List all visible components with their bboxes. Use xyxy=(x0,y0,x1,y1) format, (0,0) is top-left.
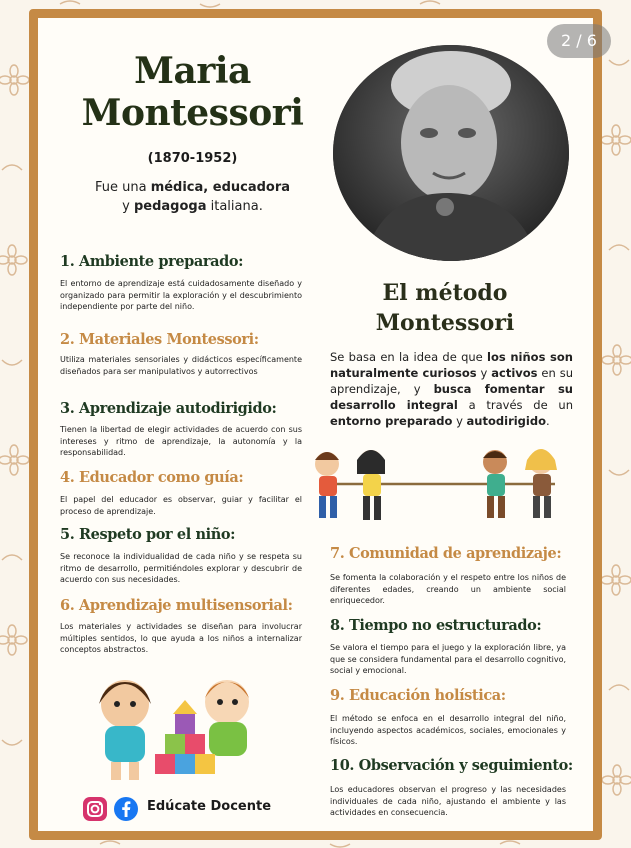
page-counter-badge: 2 / 6 xyxy=(547,24,611,58)
section-heading-3: 3. Aprendizaje autodirigido: xyxy=(60,400,277,417)
section-heading-6: 6. Aprendizaje multisensorial: xyxy=(60,597,293,614)
title-line-2: Montessori xyxy=(81,92,304,134)
section-text-2: Utiliza materiales sensoriales y didácticos específicamente diseñados para ser manipulativos y autorrectivos xyxy=(60,355,302,376)
section-heading-4: 4. Educador como guía: xyxy=(60,469,244,486)
instagram-icon[interactable] xyxy=(82,796,108,822)
brand-name: Edúcate Docente xyxy=(147,799,272,814)
method-text-bold: activos xyxy=(491,366,538,380)
page-title xyxy=(60,50,325,134)
kids-with-blocks-illustration xyxy=(85,668,265,786)
section-text-3: Tienen la libertad de elegir actividades de acuerdo con sus intereses y ritmo de aprendizaje, la autonomía y la responsabilidad. xyxy=(60,425,302,457)
method-text-part: . xyxy=(546,414,550,428)
method-text-bold: busca fomentar su desarrollo integral xyxy=(330,382,573,412)
method-text-part: Se basa en la idea de que xyxy=(330,350,488,364)
intro-bold: pedagoga xyxy=(133,199,207,214)
method-text-part: y xyxy=(452,414,467,428)
section-text-1: El entorno de aprendizaje está cuidadosamente diseñado y organizado para permitir la exploración y el descubrimiento independiente por parte del niño. xyxy=(60,279,302,311)
intro-bold: médica, educadora xyxy=(150,180,291,195)
method-title-line-1: El método xyxy=(382,280,508,306)
section-heading-5: 5. Respeto por el niño: xyxy=(60,526,236,543)
method-text-bold: los niños son naturalmente curiosos xyxy=(330,350,573,380)
section-text-8: Se valora el tiempo para el juego y la exploración libre, ya que se considera fundamental para el desarrollo cognitivo, social y emocional. xyxy=(330,643,566,675)
intro-text xyxy=(60,178,325,216)
section-heading-9: 9. Educación holística: xyxy=(330,687,506,704)
method-title xyxy=(340,278,550,338)
kids-tug-of-war-illustration xyxy=(305,438,577,530)
portrait-photo xyxy=(333,45,569,261)
section-heading-2: 2. Materiales Montessori: xyxy=(60,331,259,348)
section-text-4: El papel del educador es observar, guiar y facilitar el proceso de aprendizaje. xyxy=(60,495,302,516)
boy-figure xyxy=(205,680,249,756)
section-heading-7: 7. Comunidad de aprendizaje: xyxy=(330,545,562,562)
intro-part: Fue una xyxy=(94,180,151,195)
section-text-6: Los materiales y actividades se diseñan para involucrar múltiples sentidos, lo que ayuda a los niños a internalizar conceptos abstractos. xyxy=(60,622,302,654)
section-heading-8: 8. Tiempo no estructurado: xyxy=(330,617,542,634)
method-title-line-2: Montessori xyxy=(375,310,515,336)
title-line-1: Maria xyxy=(134,50,251,92)
kid-1 xyxy=(315,452,339,518)
section-heading-10: 10. Observación y seguimiento: xyxy=(330,757,573,774)
method-text-part: y xyxy=(476,366,492,380)
method-text-part: a través de un xyxy=(457,398,574,412)
life-years: (1870-1952) xyxy=(147,151,238,166)
method-text-bold: autodirigido xyxy=(466,414,546,428)
girl-figure xyxy=(99,680,151,780)
intro-part: italiana. xyxy=(206,199,263,214)
section-text-9: El método se enfoca en el desarrollo integral del niño, incluyendo aspectos académicos, sociales, emocionales y físicos. xyxy=(330,714,566,746)
section-text-10: Los educadores observan el progreso y las necesidades individuales de cada niño, ajustando el ambiente y las actividades en consecuencia. xyxy=(330,785,566,817)
toy-blocks xyxy=(155,700,215,774)
facebook-icon[interactable] xyxy=(113,796,139,822)
section-heading-1: 1. Ambiente preparado: xyxy=(60,253,244,270)
method-description xyxy=(330,349,573,429)
method-text-bold: entorno preparado xyxy=(330,414,453,428)
intro-part: y xyxy=(122,199,134,214)
section-text-7: Se fomenta la colaboración y el respeto entre los niños de diferentes edades, creando un ambiente social enriquecedor. xyxy=(330,573,566,605)
section-text-5: Se reconoce la individualidad de cada niño y se respeta su ritmo de desarrollo, permitiéndoles explorar y descubrir de acuerdo con sus necesidades. xyxy=(60,552,302,584)
method-text-part: en su aprendizaje, y xyxy=(330,366,573,396)
